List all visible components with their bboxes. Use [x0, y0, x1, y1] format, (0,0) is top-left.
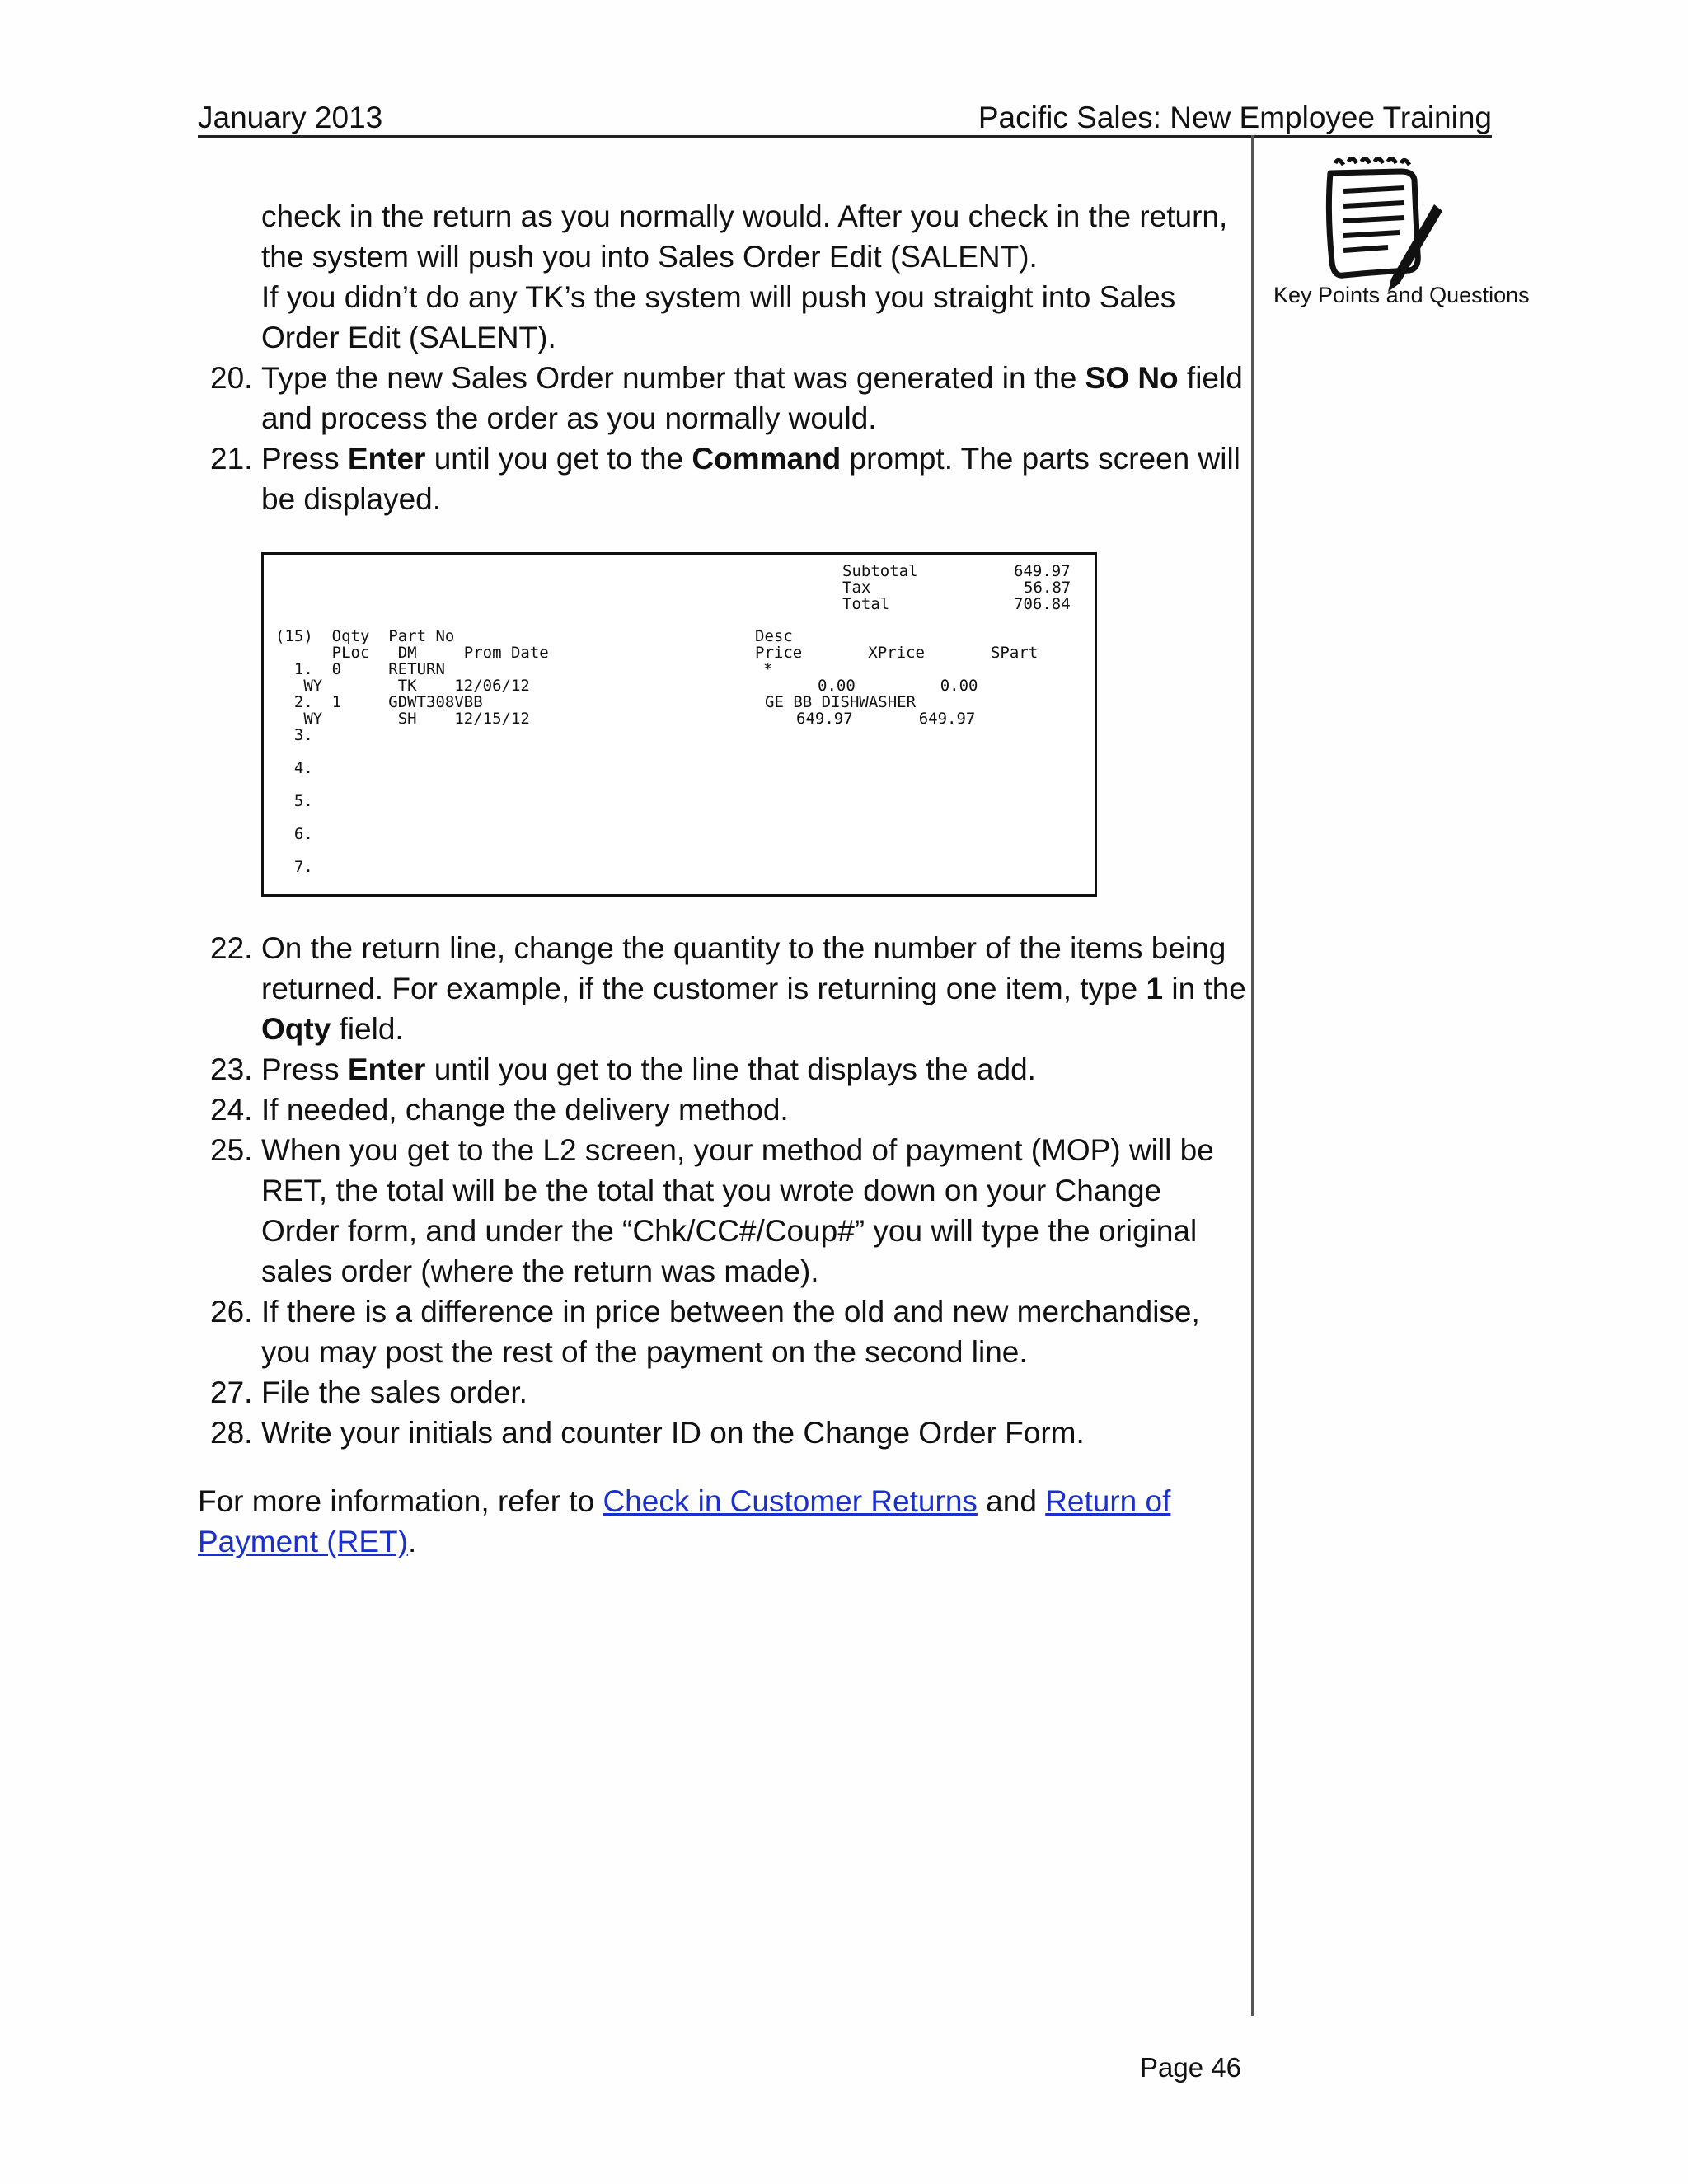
screen-row: 5. — [275, 792, 313, 810]
key-points-label: Key Points and Questions — [1273, 283, 1530, 307]
screen-header: Price XPrice SPart — [755, 644, 1039, 662]
header-title: Pacific Sales: New Employee Training — [978, 101, 1492, 134]
screen-row: 6. — [275, 825, 313, 843]
main-content — [198, 196, 1246, 1562]
list-item: 20. Type the new Sales Order number that was generated in the SO No field and process the order as you normally would. — [210, 361, 1243, 435]
tax-value: 56.87 — [1024, 579, 1071, 597]
intro-line: If you didn’t do any TK’s the system will push you straight into Sales Order Edit (SALENT). — [261, 280, 1176, 354]
list-item: 21. Press Enter until you get to the Command prompt. The parts screen will be displayed. — [210, 442, 1240, 516]
list-item: 26. If there is a difference in price between the old and new merchandise, you may post the rest of the payment on the second line. — [210, 1295, 1200, 1369]
link-check-in-customer-returns[interactable]: Check in Customer Returns — [603, 1484, 978, 1518]
parts-screen-screenshot — [261, 552, 1097, 897]
list-item: 28. Write your initials and counter ID on the Change Order Form. — [210, 1416, 1085, 1450]
list-item: 22. On the return line, change the quantity to the number of the items being returned. For example, if the customer is returning one item, type 1 in the Oqty field. — [210, 931, 1246, 1046]
screen-row: * — [763, 660, 773, 678]
intro-paragraph — [198, 196, 1246, 358]
screen-header: Desc — [755, 627, 793, 645]
total-value: 706.84 — [1014, 595, 1071, 613]
screen-row: 7. — [275, 858, 313, 876]
subtotal-label: Subtotal — [842, 562, 918, 580]
list-item: 23. Press Enter until you get to the line that displays the add. — [210, 1052, 1036, 1086]
list-item: 27. File the sales order. — [210, 1376, 528, 1409]
subtotal-value: 649.97 — [1014, 562, 1071, 580]
screen-row: 2. 1 GDWT308VBB — [275, 693, 483, 711]
screen-row: WY SH 12/15/12 — [275, 710, 530, 728]
screen-header: PLoc DM Prom Date — [275, 644, 549, 662]
page-number: Page 46 — [1140, 2052, 1241, 2083]
screen-row: 1. 0 RETURN — [275, 660, 445, 678]
screen-row: GE BB DISHWASHER — [765, 693, 917, 711]
more-info-paragraph: For more information, refer to Check in Customer Returns and Return of Payment (RET). — [198, 1484, 1171, 1558]
tax-label: Tax — [842, 579, 871, 597]
intro-line: check in the return as you normally would. After you check in the return, the system will push you into Sales Order Edit (SALENT). — [261, 199, 1228, 274]
screen-row: 3. — [275, 726, 313, 744]
notepad-icon — [1319, 155, 1442, 295]
link-return-of-payment[interactable]: Return of Payment (RET) — [198, 1484, 1171, 1558]
list-item: 25. When you get to the L2 screen, your method of payment (MOP) will be RET, the total will be the total that you wrote down on your Change Order form, and under the “Chk/CC#/Coup#” you will type the original sales order (where the return was made). — [210, 1133, 1214, 1288]
screen-row: 4. — [275, 759, 313, 777]
header-date: January 2013 — [198, 101, 383, 134]
screen-row: 649.97 649.97 — [796, 710, 976, 728]
screen-row: WY TK 12/06/12 — [275, 677, 530, 695]
screen-row: 0.00 0.00 — [818, 677, 978, 695]
total-label: Total — [842, 595, 890, 613]
screen-header: (15) Oqty Part No — [275, 627, 455, 645]
page-header — [198, 97, 1492, 138]
sidebar-divider — [1251, 135, 1254, 2016]
list-item: 24. If needed, change the delivery method. — [210, 1093, 789, 1127]
